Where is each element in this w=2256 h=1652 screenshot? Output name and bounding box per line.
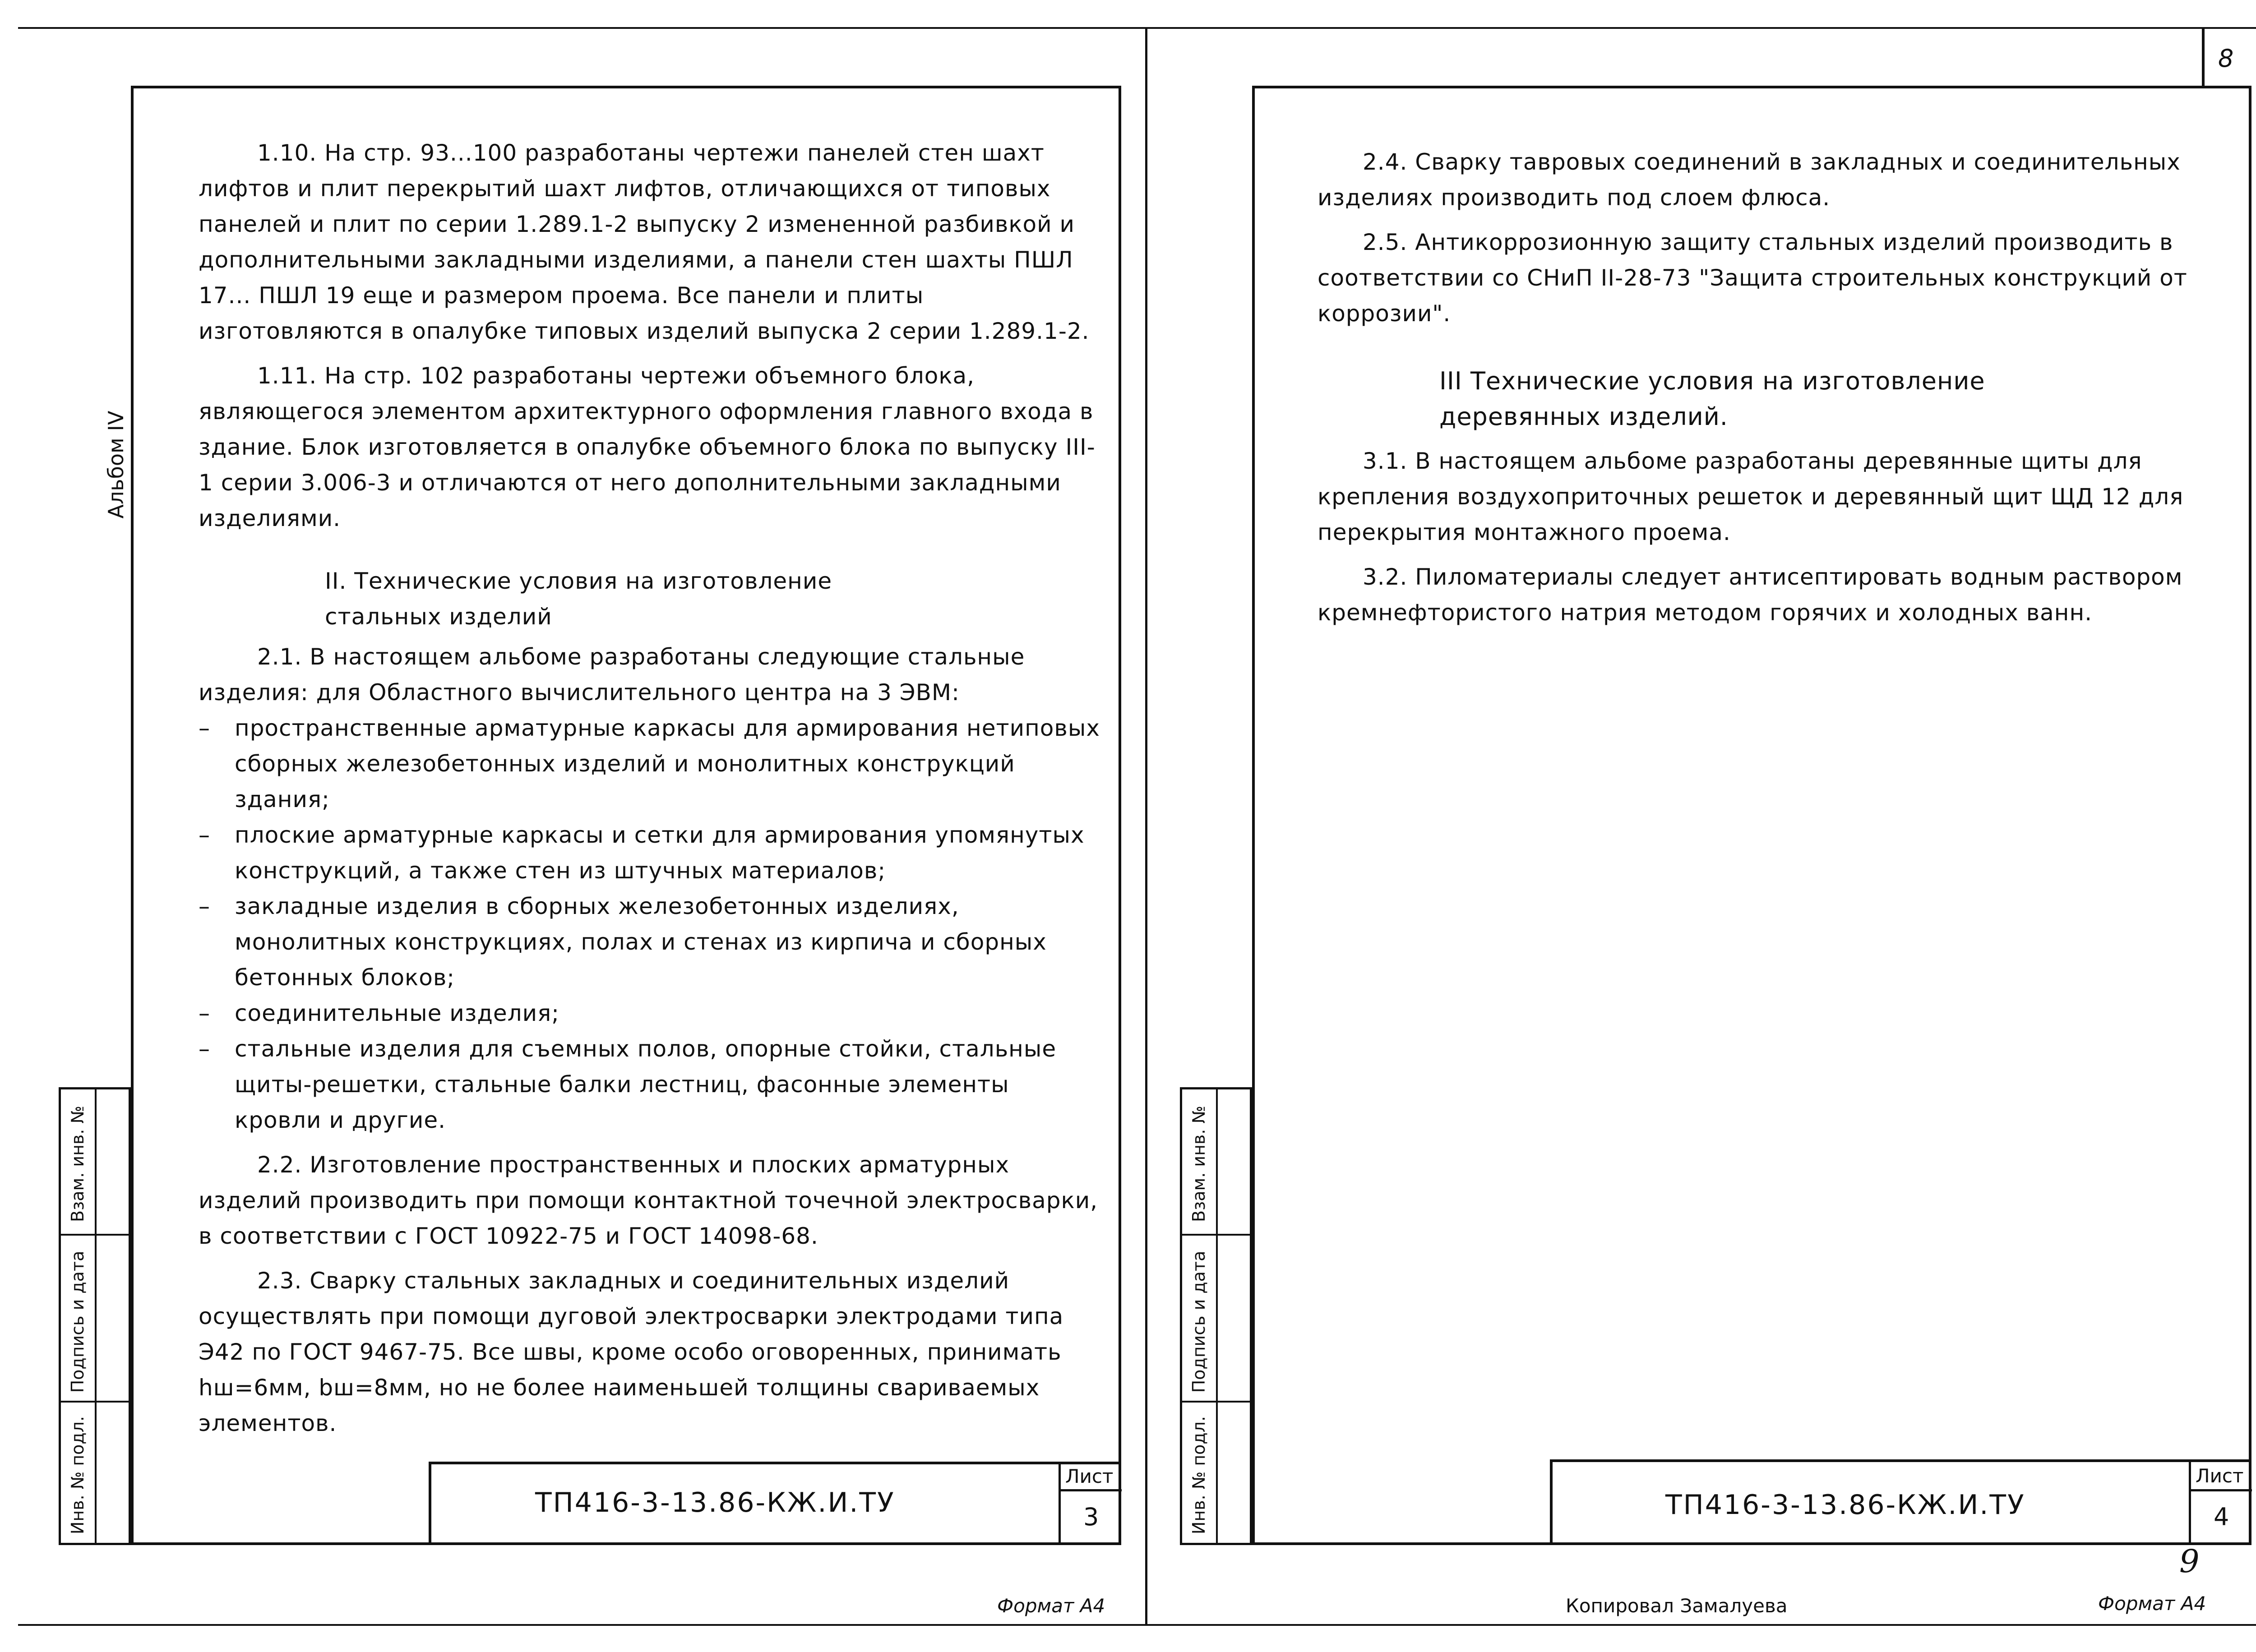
center-fold-line (1145, 27, 1147, 1626)
paragraph-2-2: 2.2. Изготовление пространственных и плоских арматурных изделий производить при помощи контактной точечной электросварки, в соответствии с ГОСТ 10922-75 и ГОСТ 14098-68. (199, 1152, 1098, 1249)
dash-bullet: – (199, 1000, 210, 1026)
paragraph-2-5: 2.5. Антикоррозионную защиту стальных изделий производить в соответствии со СНиП II-28-73 "Защита строительных конструкций от коррозии". (1318, 229, 2187, 327)
top-border-line (18, 27, 2256, 29)
dash-bullet: – (199, 822, 210, 848)
original-inv-label: Инв. № подл. (68, 1416, 88, 1535)
paragraph-3-1: 3.1. В настоящем альбоме разработаны деревянные щиты для крепления воздухоприточных решеток и деревянный щит ЩД 12 для перекрытия монтажного проема. (1318, 448, 2184, 545)
list-item-text: соединительные изделия; (235, 1000, 560, 1026)
right-side-column (1180, 1087, 1252, 1545)
paragraph-1-11: 1.11. На стр. 102 разработаны чертежи объемного блока, являющегося элементом архитектурного оформления главного входа в здание. Блок изготовляется в опалубке объемного блока по выпуску III-1 серии 3.006-3 и отличаются от него дополнительными закладными изделиями. (199, 363, 1096, 531)
format-label: Формат А4 (997, 1595, 1105, 1617)
list-item (199, 711, 1101, 817)
paragraph-2-3: 2.3. Сварку стальных закладных и соединительных изделий осуществлять при помощи дуговой электросварки электродами типа Э42 по ГОСТ 9467-75. Все швы, кроме особо оговоренных, принимать hш=6мм, bш=8мм, но не более наименьшей толщины свариваемых элементов. (199, 1268, 1064, 1436)
list-item-text: пространственные арматурные каркасы для армирования нетиповых сборных железобетонных изделий и монолитных конструкций здания; (235, 715, 1100, 812)
paragraph-3-2: 3.2. Пиломатериалы следует антисептировать водным раствором кремнефтористого натрия методом горячих и холодных ванн. (1318, 564, 2183, 626)
bottom-border-line (18, 1624, 2256, 1626)
document-code: ТП416-3-13.86-КЖ.И.ТУ (535, 1487, 895, 1518)
left-title-stamp (429, 1462, 1121, 1545)
list-item (199, 996, 1101, 1031)
copied-by-label: Копировал Замалуева (1566, 1595, 1788, 1617)
list-item-text: закладные изделия в сборных железобетонных изделиях, монолитных конструкциях, полах и стенах из кирпича и сборных бетонных блоков; (235, 893, 1047, 991)
signature-date-label: Подпись и дата (68, 1251, 88, 1393)
list-item-text: плоские арматурные каркасы и сетки для армирования упомянутых конструкций, а также стен из штучных материалов; (235, 822, 1085, 884)
format-label: Формат А4 (2098, 1592, 2206, 1615)
dash-bullet: – (199, 893, 210, 919)
original-inv-label: Инв. № подл. (1189, 1416, 1209, 1535)
right-title-stamp (1550, 1459, 2251, 1545)
steel-items-list (199, 711, 1101, 1138)
right-body-text (1318, 144, 2224, 631)
sheet-number: 3 (1083, 1503, 1099, 1531)
sheet-number: 4 (2214, 1503, 2229, 1531)
list-item-text: стальные изделия для съемных полов, опорные стойки, стальные щиты-решетки, стальные балки лестниц, фасонные элементы кровли и другие. (235, 1036, 1057, 1133)
page-number-box (2202, 27, 2251, 86)
document-code: ТП416-3-13.86-КЖ.И.ТУ (1665, 1489, 2025, 1521)
replace-inv-label: Взам. инв. № (1189, 1106, 1209, 1223)
paragraph-1-10: 1.10. На стр. 93...100 разработаны чертежи панелей стен шахт лифтов и плит перекрытий шахт лифтов, отличающихся от типовых панелей и плит по серии 1.289.1-2 выпуску 2 измененной разбивкой и дополнительными закладными изделиями, а панели стен шахты ПШЛ 17... ПШЛ 19 еще и размером проема. Все панели и плиты изготовляются в опалубке типовых изделий выпуска 2 серии 1.289.1-2. (199, 140, 1090, 344)
replace-inv-label: Взам. инв. № (68, 1106, 88, 1223)
section-heading-iii: III Технические условия на изготовление деревянных изделий. (1439, 367, 1985, 431)
page-number: 8 (2218, 44, 2234, 73)
paragraph-2-4: 2.4. Сварку тавровых соединений в закладных и соединительных изделиях производить под слоем флюса. (1318, 149, 2181, 211)
left-body-text (199, 135, 1101, 1441)
list-item (199, 1031, 1101, 1138)
sheet-label: Лист (1065, 1465, 1114, 1487)
section-heading-ii: II. Технические условия на изготовление стальных изделий (325, 568, 832, 630)
dash-bullet: – (199, 715, 210, 741)
list-item (199, 817, 1101, 889)
handwritten-page-number: 9 (2179, 1543, 2200, 1580)
signature-date-label: Подпись и дата (1189, 1251, 1209, 1393)
paragraph-2-1: 2.1. В настоящем альбоме разработаны следующие стальные изделия: для Областного вычислительного центра на 3 ЭВМ: (199, 644, 1025, 706)
album-label: Альбом IV (104, 411, 128, 519)
dash-bullet: – (199, 1036, 210, 1062)
sheet-label: Лист (2196, 1465, 2244, 1487)
left-side-column (59, 1087, 131, 1545)
list-item (199, 889, 1101, 996)
